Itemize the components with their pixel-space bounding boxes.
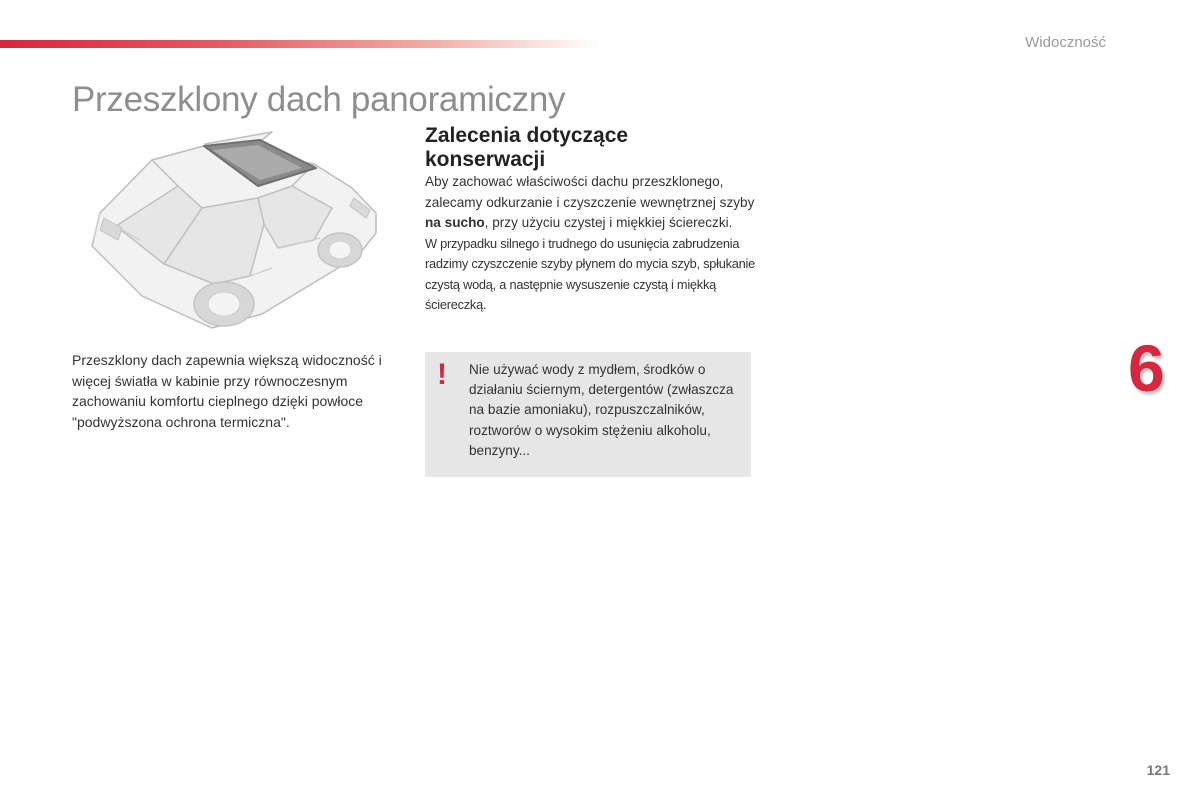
page-number: 121 (1146, 762, 1170, 778)
exclamation-icon: ! (437, 358, 447, 391)
page-title: Przeszklony dach panoramiczny (72, 80, 566, 119)
care-instructions (425, 172, 765, 316)
care-text-heavy-dirt: W przypadku silnego i trudnego do usunięcia zabrudzenia radzimy czyszczenie szyby płynem do mycia szyb, spłukanie czystą wodą, a następnie wysuszenie czystą i miękką ściereczką. (425, 235, 755, 312)
header-accent-bar (0, 40, 600, 48)
warning-box (425, 352, 751, 477)
section-name: Widoczność (1025, 34, 1106, 51)
care-text-bold: na sucho (425, 215, 485, 230)
warning-text: Nie używać wody z mydłem, środków o działaniu ściernym, detergentów (zwłaszcza na bazie amoniaku), rozpuszczalników, roztworów o wysokim stężeniu alkoholu, benzyny... (469, 362, 734, 458)
car-roof-illustration (82, 128, 382, 338)
roof-description: Przeszklony dach zapewnia większą widoczność i więcej światła w kabinie przy równoczesnym zachowaniu komfortu cieplnego dzięki powłoce "podwyższona ochrona termiczna". (72, 352, 382, 430)
chapter-number: 6 (1128, 331, 1165, 405)
care-heading: Zalecenia dotyczące konserwacji (425, 124, 629, 171)
care-text-end: , przy użyciu czystej i miękkiej ściereczki. (484, 215, 733, 230)
care-text-start: Aby zachować właściwości dachu przeszklonego, zalecamy odkurzanie i czyszczenie wewnętrznej szyby (425, 174, 755, 210)
